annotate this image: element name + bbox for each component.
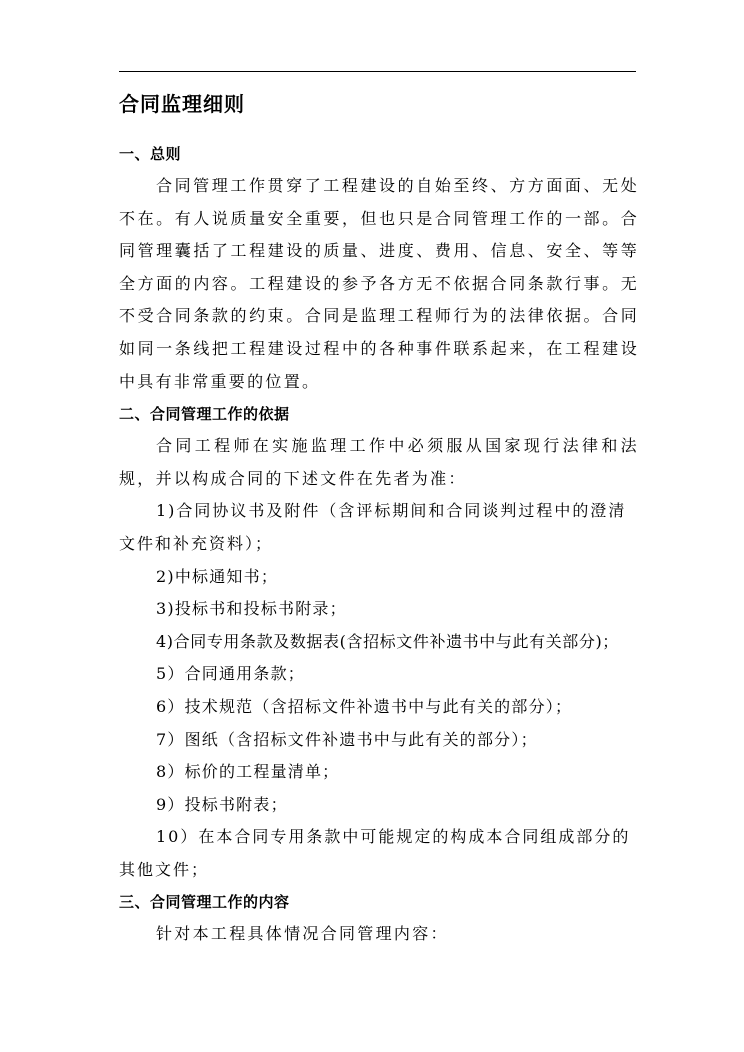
- section-heading-content: 三、合同管理工作的内容: [119, 893, 290, 912]
- list-item: 9）投标书附表；: [156, 794, 288, 814]
- section-paragraph: 针对本工程具体情况合同管理内容：: [156, 924, 449, 944]
- section-paragraph: 合同管理工作贯穿了工程建设的自始至终、方方面面、无处不在。有人说质量安全重要，但也只是合同管理工作的一部。合同管理囊括了工程建设的质量、进度、费用、信息、安全、等等全方面的内容。工程建设的参予各方无不依据合同条款行事。无不受合同条款的约束。合同是监理工程师行为的法律依据。合同如同一条线把工程建设过程中的各种事件联系起来，在工程建设中具有非常重要的位置。: [119, 176, 639, 391]
- list-item: 2)中标通知书；: [156, 566, 279, 586]
- section-heading-basis: 二、合同管理工作的依据: [119, 405, 290, 424]
- list-item: 3)投标书和投标书附录；: [156, 599, 347, 619]
- list-item: 8）标价的工程量清单；: [156, 762, 340, 782]
- list-item: 10）在本合同专用条款中可能规定的构成本合同组成部分的其他文件；: [119, 827, 631, 879]
- list-item: 4)合同专用条款及数据表(含招标文件补遗书中与此有关部分)；: [156, 631, 619, 651]
- section-heading-general: 一、总则: [119, 145, 182, 163]
- list-item: 7）图纸（含招标文件补遗书中与此有关的部分）；: [156, 729, 538, 749]
- header-rule: [119, 71, 636, 72]
- list-item: 1)合同协议书及附件（含评标期间和合同谈判过程中的澄清文件和补充资料）；: [119, 501, 627, 553]
- document-title: 合同监理细则: [119, 92, 245, 116]
- list-item: 6）技术规范（含招标文件补遗书中与此有关的部分）；: [156, 696, 573, 716]
- document-body: [119, 138, 639, 951]
- list-item: 5）合同通用条款；: [156, 664, 305, 684]
- section-paragraph: 合同工程师在实施监理工作中必须服从国家现行法律和法规，并以构成合同的下述文件在先者为准：: [119, 436, 639, 488]
